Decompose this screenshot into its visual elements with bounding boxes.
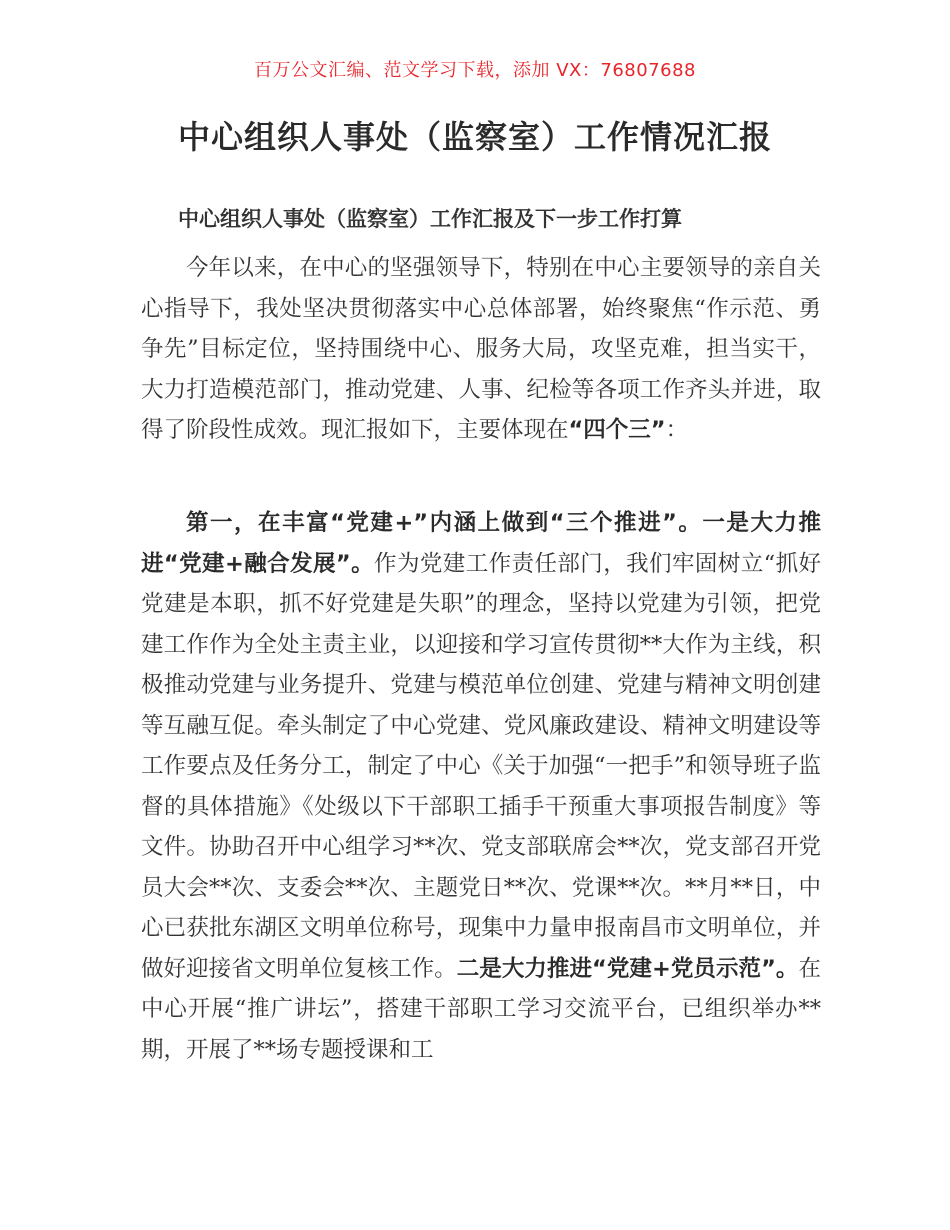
intro-end: ： — [665, 417, 689, 443]
intro-text: 今年以来，在中心的坚强领导下，特别在中心主要领导的亲自关心指导下，我处坚决贯彻落实中心总体部署，始终聚焦“作示范、勇争先”目标定位，坚持围绕中心、服务大局，攻坚克难，担当实干，大力打造模范部门，推动党建、人事、纪检等各项工作齐头并进，取得了阶段性成效。现汇报如下，主要体现在 — [141, 255, 821, 443]
document-subtitle: 中心组织人事处（监察室）工作汇报及下一步工作打算 — [178, 207, 682, 231]
watermark-header: 百万公文汇编、范文学习下载，添加 VX：76807688 — [254, 60, 696, 81]
intro-paragraph — [141, 248, 821, 451]
document-title: 中心组织人事处（监察室）工作情况汇报 — [177, 118, 772, 156]
section1-paragraph — [141, 503, 821, 1070]
section1-text1: 作为党建工作责任部门，我们牢固树立“抓好党建是本职，抓不好党建是失职”的理念，坚持以党建为引领，把党建工作作为全处主责主业，以迎接和学习宣传贯彻**大作为主线，积极推动党建与业务提升、党建与模范单位创建、党建与精神文明创建等互融互促。牵头制定了中心党建、党风廉政建设、精神文明建设等工作要点及任务分工，制定了中心《关于加强“一把手”和领导班子监督的具体措施》《处级以下干部职工插手干预重大事项报告制度》等文件。协助召开中心组学习**次、党支部联席会**次，党支部召开党员大会**次、支委会**次、主题党日**次、党课**次。**月**日，中心已获批东湖区文明单位称号，现集中力量申报南昌市文明单位，并做好迎接省文明单位复核工作。 — [141, 550, 821, 982]
section1-heading: 第一，在丰富“党建+”内涵上做到“三个推进”。一是大力推进“党建+融合发展”。 — [141, 510, 821, 577]
section1-heading2: 二是大力推进“党建+党员示范”。 — [456, 955, 799, 982]
section1-text2: 在中心开展“推广讲坛”，搭建干部职工学习交流平台，已组织举办**期，开展了**场专题授课和工 — [141, 955, 821, 1063]
intro-emphasis: “四个三” — [568, 417, 666, 443]
